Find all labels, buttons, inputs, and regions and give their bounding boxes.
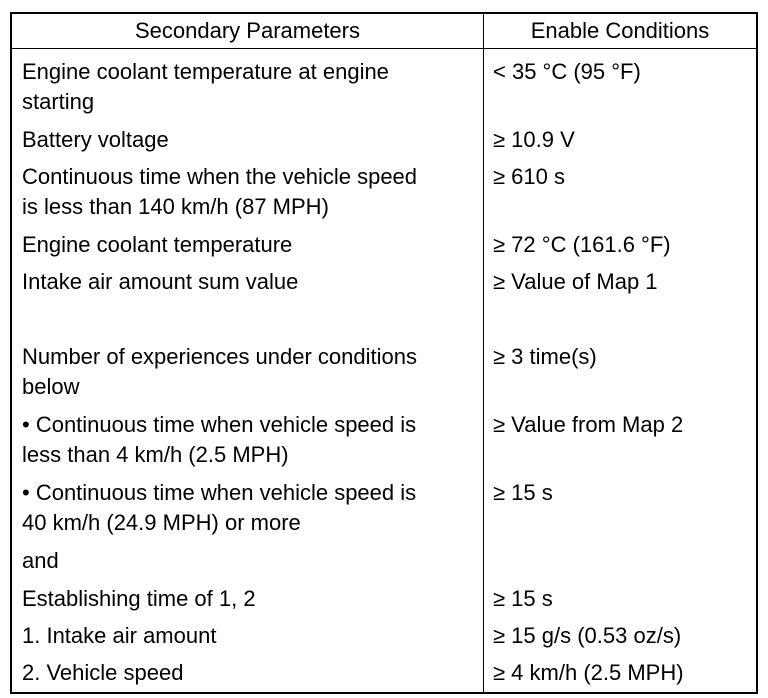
condition-text: ≥ 15 s: [493, 586, 553, 611]
parameter-text: Engine coolant temperature: [22, 232, 293, 257]
parameter-text: • Continuous time when vehicle speed is: [22, 480, 417, 505]
parameter-text: less than 4 km/h (2.5 MPH): [22, 442, 289, 467]
condition-text: ≥ 15 g/s (0.53 oz/s): [493, 623, 682, 648]
parameters-column: [12, 49, 484, 692]
parameter-text: • Continuous time when vehicle speed is: [22, 412, 417, 437]
condition-text: ≥ Value from Map 2: [493, 412, 684, 437]
table-header: [12, 14, 756, 49]
parameter-text: 2. Vehicle speed: [22, 660, 184, 685]
parameter-text: Establishing time of 1, 2: [22, 586, 256, 611]
parameter-text: 40 km/h (24.9 MPH) or more: [22, 510, 301, 535]
condition-text: < 35 °C (95 °F): [493, 59, 641, 84]
parameter-text: Intake air amount sum value: [22, 269, 299, 294]
parameter-text: Continuous time when the vehicle speed: [22, 164, 418, 189]
parameter-text: is less than 140 km/h (87 MPH): [22, 194, 329, 219]
parameter-text: below: [22, 374, 80, 399]
parameters-table: [10, 12, 758, 694]
header-secondary-parameters: Secondary Parameters: [12, 14, 484, 48]
condition-text: ≥ 72 °C (161.6 °F): [493, 232, 671, 257]
condition-text: ≥ 15 s: [493, 480, 553, 505]
header-enable-conditions: Enable Conditions: [530, 18, 710, 43]
condition-text: ≥ 10.9 V: [493, 127, 575, 152]
condition-text: ≥ Value of Map 1: [493, 269, 658, 294]
parameter-text: Number of experiences under conditions: [22, 344, 418, 369]
conditions-column: [484, 49, 756, 692]
table-body: [12, 49, 756, 692]
parameter-text: Battery voltage: [22, 127, 169, 152]
condition-text: ≥ 3 time(s): [493, 344, 597, 369]
parameter-text: and: [22, 548, 59, 573]
parameter-text: starting: [22, 89, 95, 114]
condition-text: ≥ 610 s: [493, 164, 566, 189]
parameter-text: Engine coolant temperature at engine: [22, 59, 389, 84]
condition-text: ≥ 4 km/h (2.5 MPH): [493, 660, 684, 685]
parameter-text: 1. Intake air amount: [22, 623, 217, 648]
